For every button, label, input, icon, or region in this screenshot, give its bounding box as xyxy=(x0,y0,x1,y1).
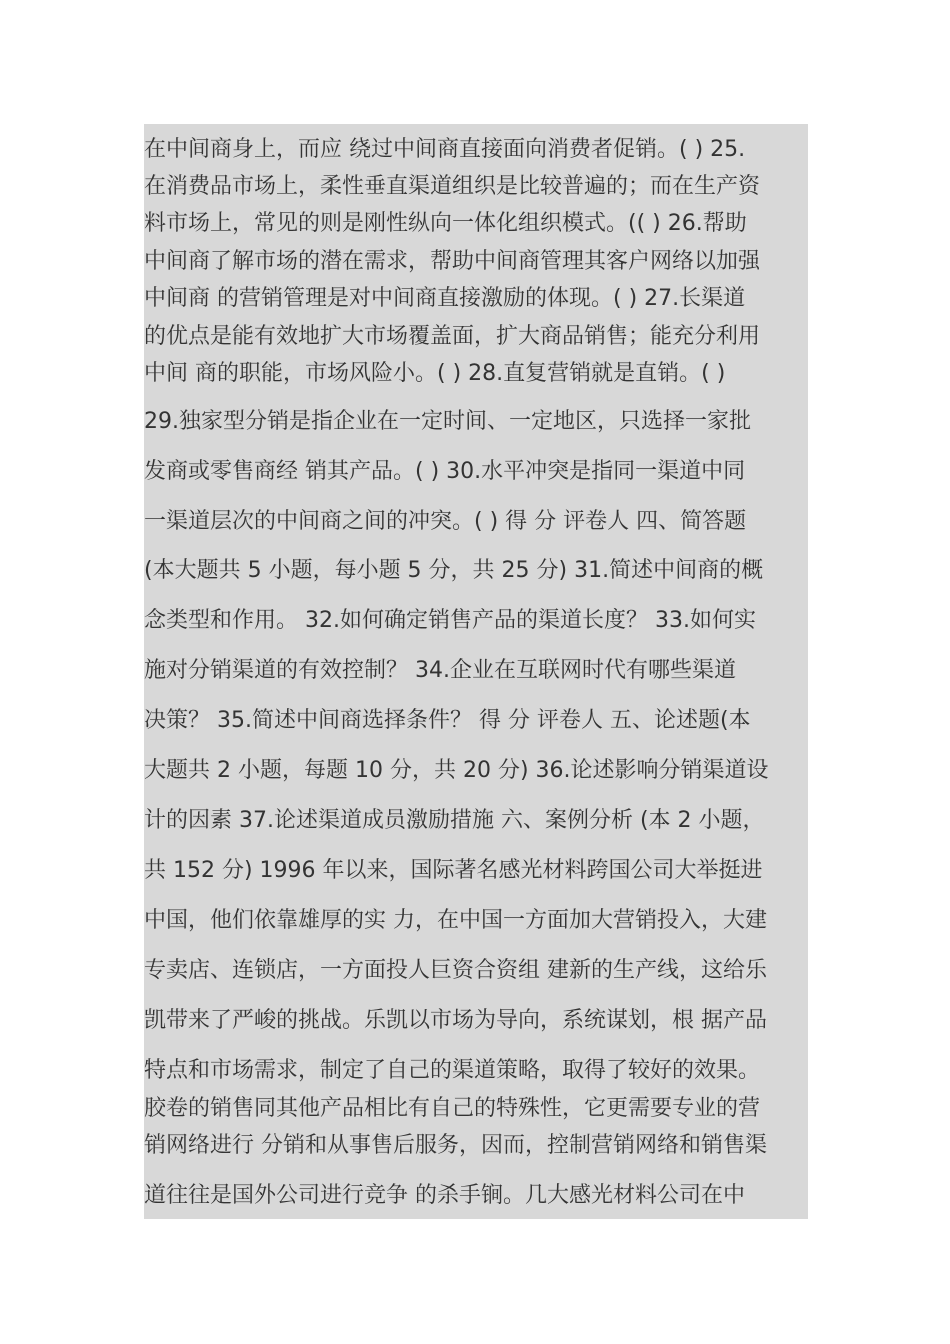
text-line: 在中间商身上，而应 绕过中间商直接面向消费者促销。( ) 25. xyxy=(144,137,746,162)
text-line: 特点和市场需求，制定了自己的渠道策略，取得了较好的效果。 xyxy=(144,1058,761,1083)
text-line: 在消费品市场上，柔性垂直渠道组织是比较普遍的；而在生产资 xyxy=(144,174,761,199)
text-line: 中间商了解市场的潜在需求，帮助中间商管理其客户网络以加强 xyxy=(144,249,761,274)
text-line: 道往往是国外公司进行竞争 的杀手锏。几大感光材料公司在中 xyxy=(144,1183,745,1208)
text-line: 施对分销渠道的有效控制？ 34.企业在互联网时代有哪些渠道 xyxy=(144,658,736,683)
text-line: 专卖店、连锁店，一方面投人巨资合资组 建新的生产线，这给乐 xyxy=(144,958,767,983)
text-line: 念类型和作用。 32.如何确定销售产品的渠道长度？ 33.如何实 xyxy=(144,608,756,633)
text-line: (本大题共 5 小题，每小题 5 分，共 25 分) 31.简述中间商的概 xyxy=(144,558,764,583)
text-line: 一渠道层次的中间商之间的冲突。( ) 得 分 评卷人 四、简答题 xyxy=(144,509,747,534)
text-line: 中国，他们依靠雄厚的实 力，在中国一方面加大营销投入，大建 xyxy=(144,908,767,933)
text-line: 中间 商的职能，市场风险小。( ) 28.直复营销就是直销。( ) xyxy=(144,361,726,386)
text-line: 胶卷的销售同其他产品相比有自己的特殊性，它更需要专业的营 xyxy=(144,1096,761,1121)
text-line: 中间商 的营销管理是对中间商直接激励的体现。( ) 27.长渠道 xyxy=(144,286,746,311)
text-line: 决策？ 35.简述中间商选择条件？ 得 分 评卷人 五、论述题(本 xyxy=(144,708,751,733)
text-line: 的优点是能有效地扩大市场覆盖面，扩大商品销售；能充分利用 xyxy=(144,324,761,349)
text-line: 凯带来了严峻的挑战。乐凯以市场为导向，系统谋划，根 据产品 xyxy=(144,1008,767,1033)
text-line: 29.独家型分销是指企业在一定时间、一定地区，只选择一家批 xyxy=(144,409,751,434)
text-block xyxy=(144,124,808,1219)
text-line: 料市场上，常见的则是刚性纵向一体化组织模式。(( ) 26.帮助 xyxy=(144,211,747,236)
text-line: 共 152 分) 1996 年以来，国际著名感光材料跨国公司大举挺进 xyxy=(144,858,763,883)
text-line: 发商或零售商经 销其产品。( ) 30.水平冲突是指同一渠道中同 xyxy=(144,459,746,484)
text-line: 销网络进行 分销和从事售后服务，因而，控制营销网络和销售渠 xyxy=(144,1133,767,1158)
text-line: 计的因素 37.论述渠道成员激励措施 六、案例分析 (本 2 小题， xyxy=(144,808,765,833)
text-line: 大题共 2 小题，每题 10 分，共 20 分) 36.论述影响分销渠道设 xyxy=(144,758,769,783)
